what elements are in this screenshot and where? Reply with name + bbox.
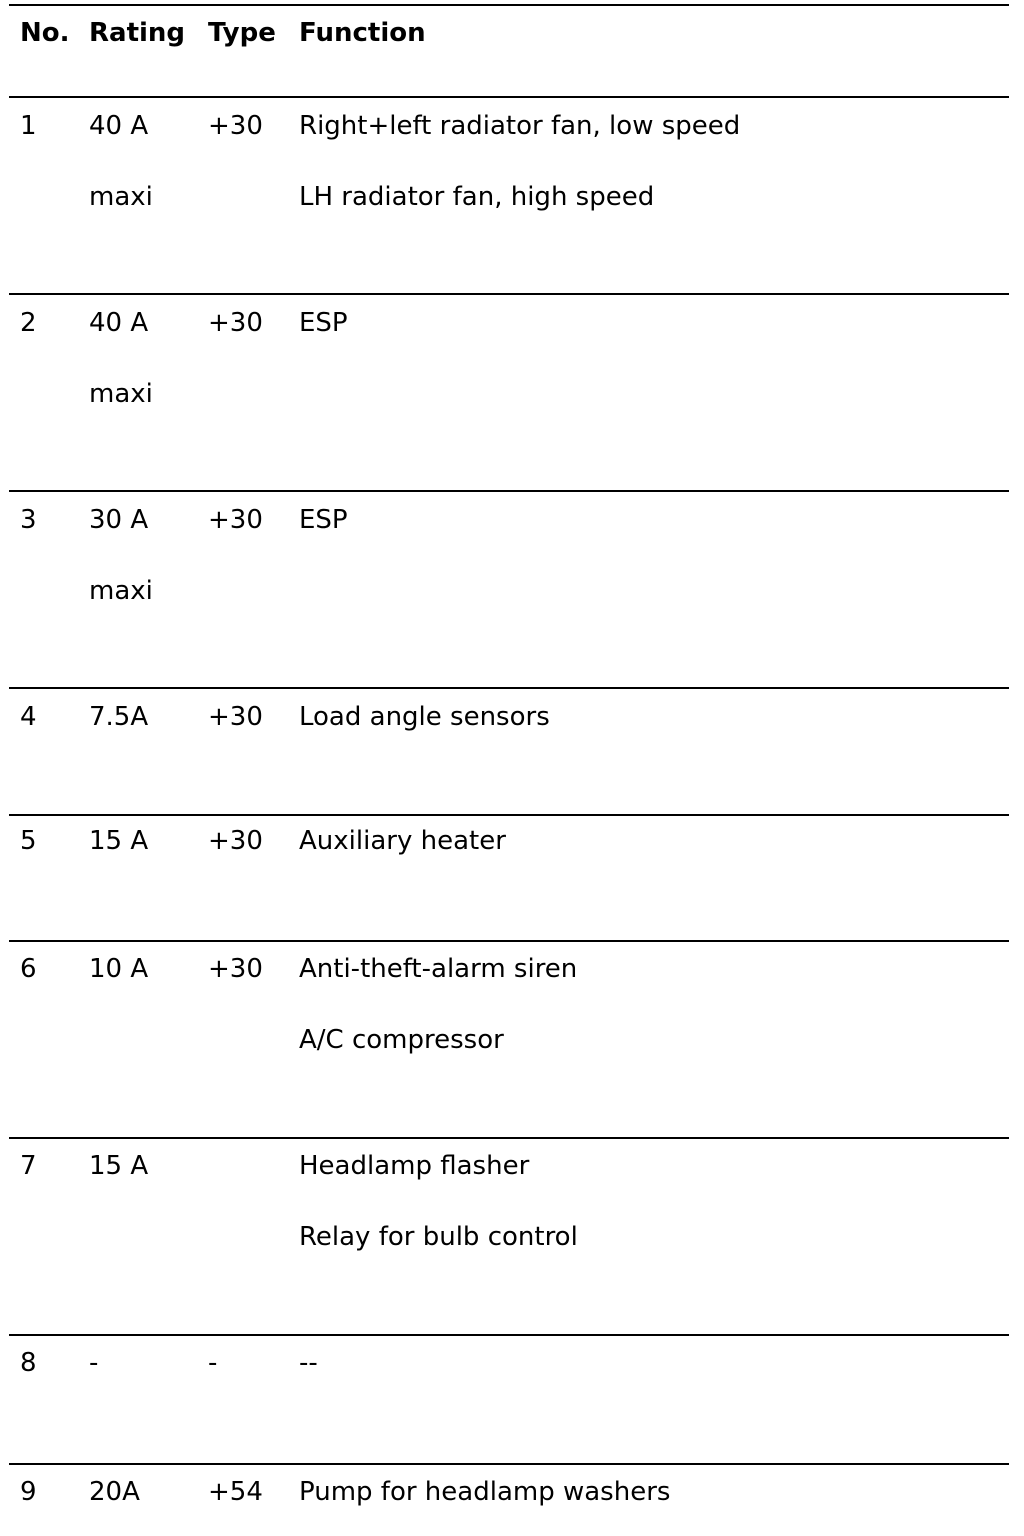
row-function (299, 485, 348, 556)
table-header-row (9, 18, 1009, 96)
function-line: Anti-theft-alarm siren (299, 954, 578, 984)
row-function (299, 934, 577, 1076)
row-type: +30 (208, 111, 263, 141)
row-function (299, 682, 550, 753)
row-type: +30 (208, 702, 263, 732)
function-line: Right+left radiator fan, low speed (299, 111, 741, 141)
row-function (299, 1328, 318, 1399)
table-row (9, 687, 1009, 814)
row-no: 8 (20, 1348, 37, 1378)
function-line: -- (299, 1348, 318, 1378)
rating-line: 40 A (89, 111, 149, 141)
function-line: Pump for headlamp washers (299, 1477, 671, 1507)
header-type: Type (208, 18, 276, 48)
row-function (299, 806, 506, 877)
row-function (299, 288, 348, 359)
table-row (9, 1334, 1009, 1464)
row-rating (89, 1457, 140, 1528)
header-function: Function (299, 18, 426, 48)
rating-line: - (89, 1348, 99, 1378)
row-no: 4 (20, 702, 37, 732)
table-top-border (9, 4, 1009, 6)
row-no: 7 (20, 1151, 37, 1181)
row-rating (89, 288, 153, 430)
row-function (299, 1457, 670, 1528)
rating-line: maxi (89, 379, 153, 409)
function-line: ESP (299, 505, 348, 535)
rating-line: maxi (89, 182, 153, 212)
table-row (9, 1137, 1009, 1334)
row-rating (89, 934, 148, 1005)
rating-line: 7.5A (89, 702, 149, 732)
function-line: ESP (299, 308, 348, 338)
function-line: Relay for bulb control (299, 1222, 578, 1252)
table-row (9, 293, 1009, 490)
function-line: A/C compressor (299, 1025, 504, 1055)
row-rating (89, 1328, 98, 1399)
row-type: - (208, 1348, 218, 1378)
table-row (9, 490, 1009, 687)
row-no: 9 (20, 1477, 37, 1507)
row-type: +30 (208, 308, 263, 338)
row-no: 3 (20, 505, 37, 535)
table-row (9, 96, 1009, 293)
row-rating (89, 1131, 148, 1202)
rating-line: 15 A (89, 826, 149, 856)
rating-line: maxi (89, 576, 153, 606)
row-rating (89, 806, 148, 877)
row-rating (89, 485, 153, 627)
row-type: +30 (208, 954, 263, 984)
function-line: Auxiliary heater (299, 826, 506, 856)
header-no: No. (20, 18, 70, 48)
rating-line: 15 A (89, 1151, 149, 1181)
row-no: 2 (20, 308, 37, 338)
row-rating (89, 682, 148, 753)
function-line: LH radiator fan, high speed (299, 182, 655, 212)
rating-line: 20A (89, 1477, 140, 1507)
row-type: +54 (208, 1477, 263, 1507)
header-rating: Rating (89, 18, 186, 48)
row-type: +30 (208, 505, 263, 535)
row-type: +30 (208, 826, 263, 856)
rating-line: 40 A (89, 308, 149, 338)
table-row (9, 1463, 1009, 1536)
function-line: Headlamp flasher (299, 1151, 530, 1181)
row-no: 1 (20, 111, 37, 141)
function-line: Load angle sensors (299, 702, 550, 732)
row-no: 6 (20, 954, 37, 984)
rating-line: 30 A (89, 505, 149, 535)
row-rating (89, 91, 153, 233)
row-function (299, 1131, 578, 1273)
rating-line: 10 A (89, 954, 149, 984)
table-row (9, 940, 1009, 1137)
row-no: 5 (20, 826, 37, 856)
row-function (299, 91, 740, 233)
table-row (9, 814, 1009, 941)
